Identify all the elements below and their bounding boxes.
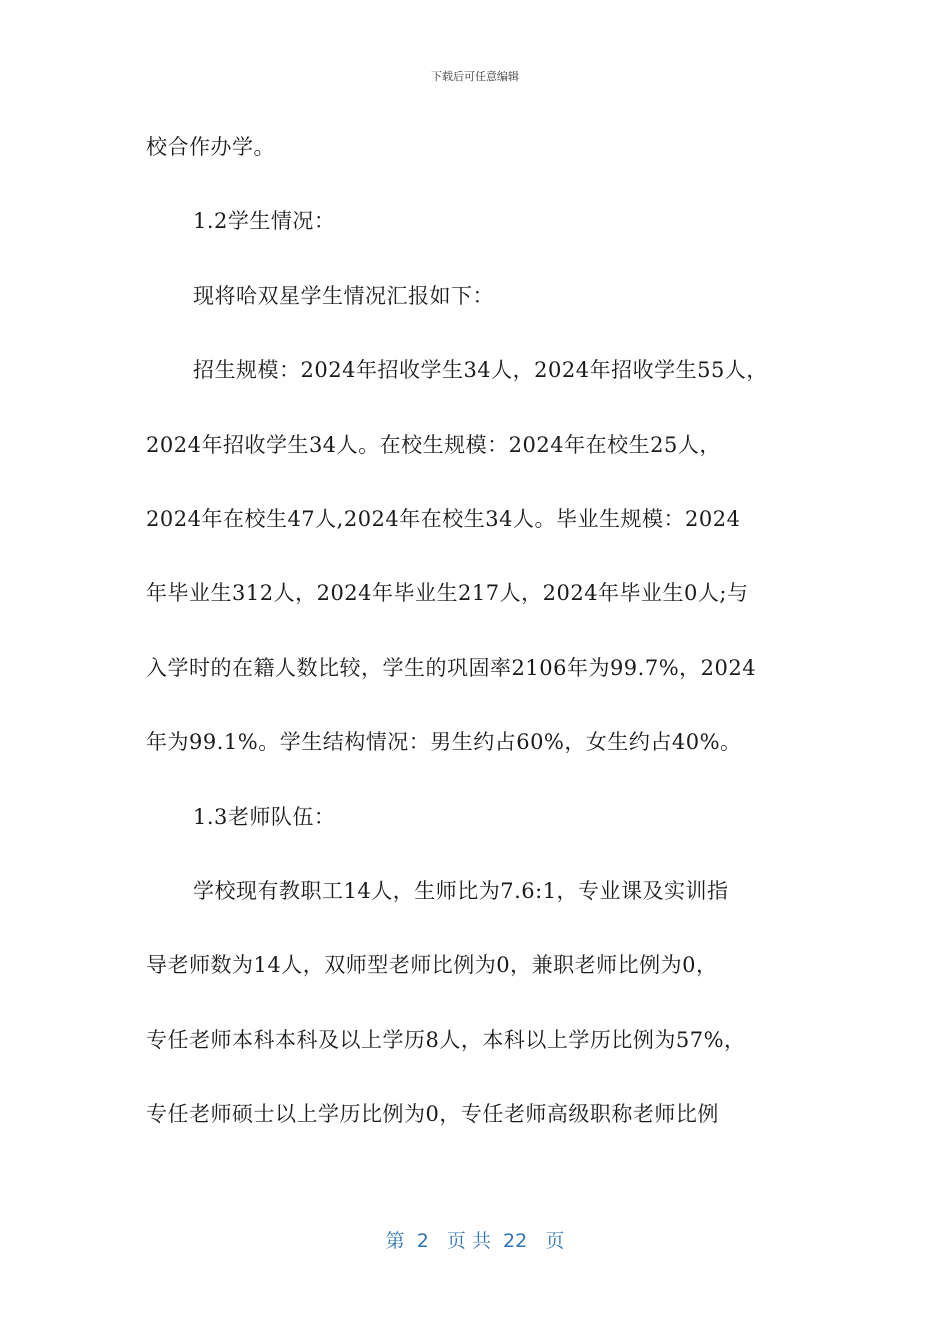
text-line: 导老师数为14人，双师型老师比例为0，兼职老师比例为0， <box>146 953 718 978</box>
text-line: 校合作办学。 <box>146 135 275 159</box>
text-line: 2024年招收学生34人。在校生规模：2024年在校生25人， <box>146 432 721 457</box>
text-line: 招生规模：2024年招收学生34人，2024年招收学生55人， <box>193 358 768 383</box>
text-line: 入学时的在籍人数比较，学生的巩固率2106年为99.7%，2024 <box>146 655 757 680</box>
text-line: 2024年在校生47人,2024年在校生34人。毕业生规模：2024 <box>146 506 741 531</box>
page-footer: 第 2 页 共 22 页 <box>385 1230 565 1252</box>
text-line: 年毕业生312人，2024年毕业生217人，2024年毕业生0人;与 <box>146 581 749 606</box>
section-heading: 1.2学生情况： <box>193 209 336 234</box>
text-line: 专任老师本科本科及以上学历8人，本科以上学历比例为57%， <box>146 1027 746 1052</box>
header-note: 下载后可任意编辑 <box>431 70 519 83</box>
section-heading: 1.3老师队伍： <box>193 804 336 829</box>
text-line: 学校现有教职工14人，生师比为7.6:1，专业课及实训指 <box>193 878 729 903</box>
text-line: 年为99.1%。学生结构情况：男生约占60%，女生约占40%。 <box>146 730 742 755</box>
document-body <box>146 128 806 1169</box>
text-line: 现将哈双星学生情况汇报如下： <box>193 283 494 308</box>
text-line: 专任老师硕士以上学历比例为0，专任老师高级职称老师比例 <box>146 1102 719 1127</box>
